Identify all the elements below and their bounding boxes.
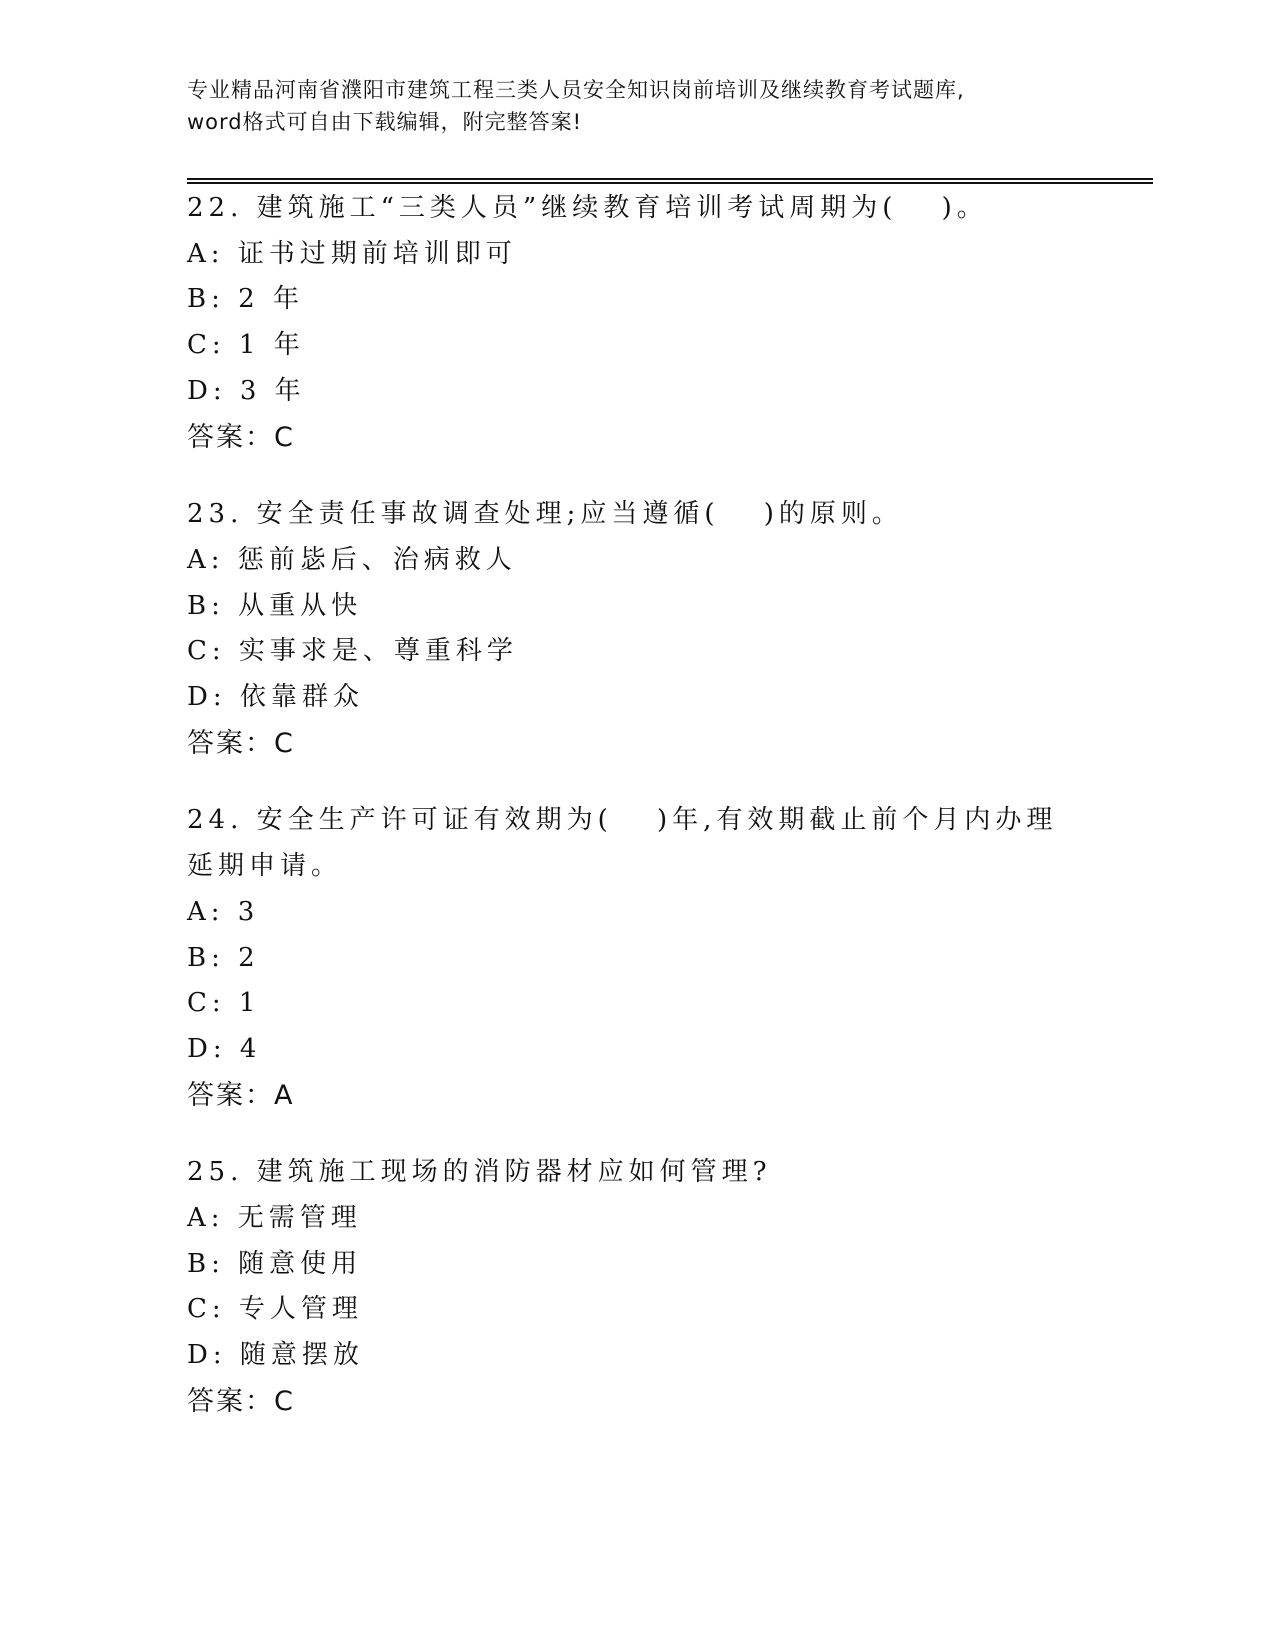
- question-23: [187, 492, 1107, 766]
- option-b: B: 随意使用: [187, 1248, 363, 1279]
- option-a: A: 3: [187, 896, 260, 927]
- option-a: A: 惩前毖后、治病救人: [187, 544, 517, 575]
- answer-label: 答案：: [187, 421, 274, 453]
- question-stem: 22. 建筑施工“三类人员”继续教育培训考试周期为( )。: [187, 193, 988, 223]
- document-header: [187, 74, 1087, 138]
- answer-label: 答案：: [187, 1385, 274, 1417]
- answer-value: C: [274, 421, 294, 453]
- option-d: D: 4: [187, 1033, 262, 1064]
- option-c: C: 实事求是、尊重科学: [187, 636, 518, 667]
- answer-line: [187, 1073, 1107, 1119]
- answer-value: C: [274, 727, 294, 759]
- option-d: D: 依靠群众: [187, 682, 364, 713]
- answer-line: [187, 1379, 1107, 1425]
- option-d: D: 3 年: [187, 375, 306, 406]
- option-c: C: 1: [187, 988, 261, 1019]
- option-b: B: 2 年: [187, 284, 304, 315]
- header-divider: [187, 178, 1153, 184]
- question-24: [187, 798, 1107, 1118]
- question-25: [187, 1150, 1107, 1424]
- answer-label: 答案：: [187, 1079, 274, 1111]
- answer-line: [187, 721, 1107, 767]
- option-d: D: 随意摆放: [187, 1340, 364, 1371]
- option-b: B: 从重从快: [187, 590, 363, 621]
- question-list: [187, 186, 1107, 1457]
- option-a: A: 无需管理: [187, 1203, 362, 1234]
- header-title-line-1: 专业精品河南省濮阳市建筑工程三类人员安全知识岗前培训及继续教育考试题库,: [187, 78, 965, 102]
- option-c: C: 专人管理: [187, 1294, 363, 1325]
- question-stem: 25. 建筑施工现场的消防器材应如何管理?: [187, 1157, 772, 1188]
- answer-line: [187, 415, 1107, 461]
- header-title-line-2: word格式可自由下载编辑，附完整答案!: [187, 110, 583, 134]
- question-stem: 24. 安全生产许可证有效期为( )年,有效期截止前个月内办理延期申请。: [187, 805, 1058, 882]
- option-c: C: 1 年: [187, 330, 305, 361]
- question-22: [187, 186, 1107, 460]
- answer-label: 答案：: [187, 727, 274, 759]
- question-stem: 23. 安全责任事故调查处理;应当遵循( )的原则。: [187, 499, 903, 530]
- option-a: A: 证书过期前培训即可: [187, 238, 517, 269]
- answer-value: A: [274, 1079, 294, 1111]
- answer-value: C: [274, 1385, 294, 1417]
- option-b: B: 2: [187, 942, 260, 973]
